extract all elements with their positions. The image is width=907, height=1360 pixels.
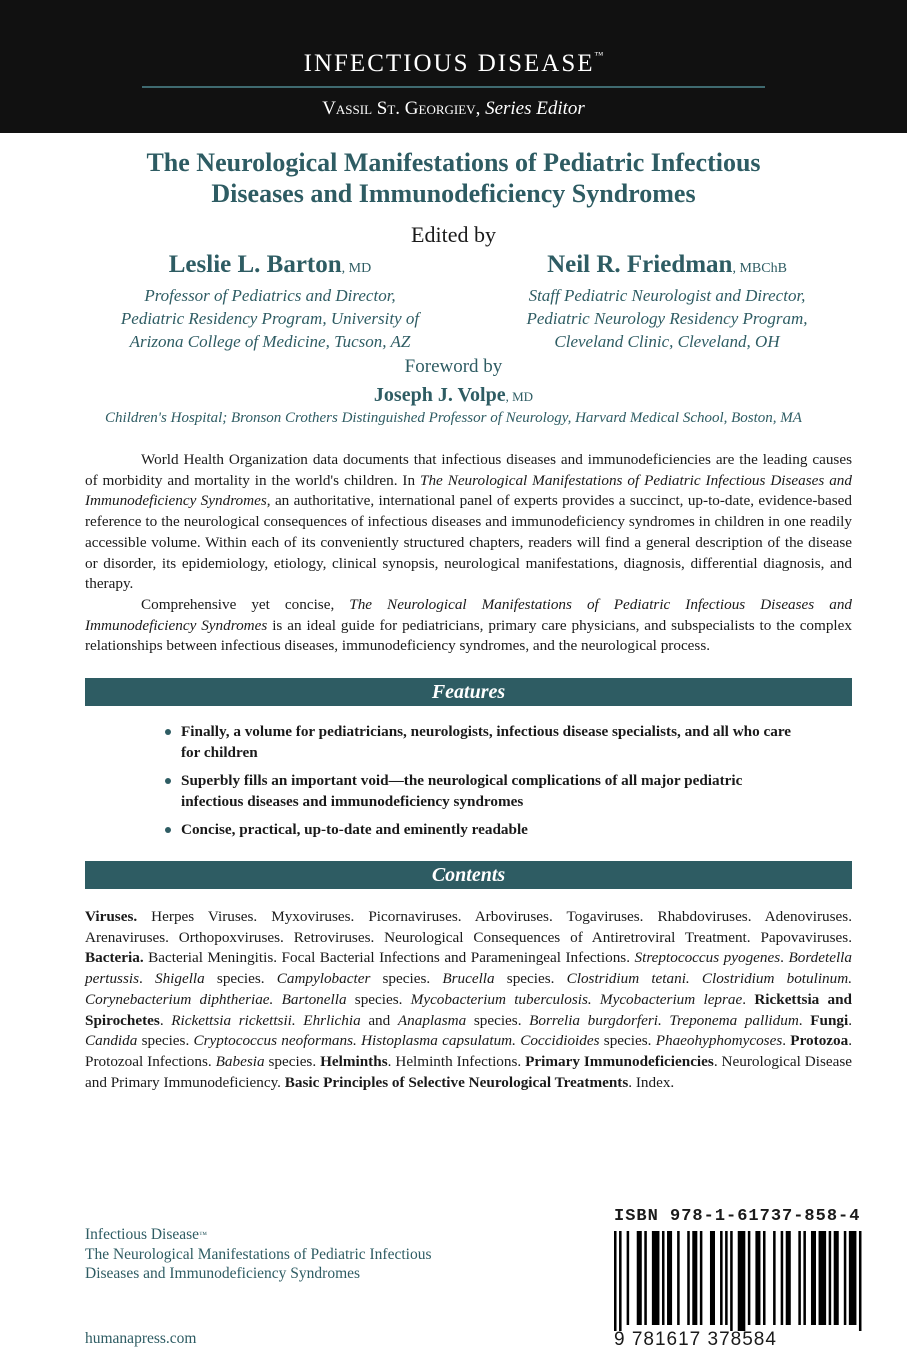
barcode-bar <box>738 1231 746 1331</box>
contents-segment: . Protozoal Infections. <box>85 1032 853 1070</box>
contents-segment: species. <box>264 1052 321 1070</box>
contents-segment: Mycobacterium tuberculosis. Mycobacterium leprae <box>410 990 743 1008</box>
description-book-title: The Neurological Manifestations of Pediatric Infectious Diseases and Immunodeficiency Syndromes <box>85 471 852 510</box>
book-description <box>85 450 852 657</box>
barcode-bar <box>819 1231 827 1325</box>
barcode-bar <box>700 1231 703 1325</box>
contents-segment: Cryptococcus neoformans. Histoplasma capsulatum. Coccidioides <box>193 1032 600 1050</box>
contents-segment: Bacteria. <box>85 949 144 967</box>
contents-segment: species. <box>599 1032 656 1050</box>
editor-name-text: Neil R. Friedman <box>547 251 733 278</box>
barcode-bar <box>755 1231 760 1325</box>
barcode-bar <box>748 1231 751 1325</box>
barcode-bar <box>786 1231 791 1325</box>
editor-degree: , MBChB <box>732 261 787 276</box>
publisher-url: humanapress.com <box>85 1330 197 1347</box>
barcode-bar <box>781 1231 784 1325</box>
contents-segment: species. <box>137 1032 194 1050</box>
contents-segment: Candida <box>85 1032 138 1050</box>
editor-block <box>487 250 847 353</box>
barcode-bar <box>667 1231 672 1325</box>
contents-segment: and <box>360 1011 398 1029</box>
editor-affiliation-line: Staff Pediatric Neurologist and Director, <box>528 286 806 305</box>
barcode-bar <box>829 1231 832 1325</box>
barcode-bar <box>859 1231 862 1331</box>
barcode-bar <box>773 1231 776 1325</box>
contents-segment: . <box>848 1011 852 1029</box>
footer-series-line <box>85 1225 432 1245</box>
barcode-digits: 9 781617 378584 <box>614 1329 777 1350</box>
contents-segment: Rickettsia rickettsii. Ehrlichia <box>171 1011 361 1029</box>
contents-segment: . <box>780 949 789 967</box>
contents-segment: Brucella <box>442 970 495 988</box>
contents-segment: Basic Principles of Selective Neurological Treatments <box>284 1073 629 1091</box>
editor-affiliation-line: Arizona College of Medicine, Tucson, AZ <box>129 332 411 351</box>
contents-heading: Contents <box>85 861 852 889</box>
barcode-bar <box>803 1231 806 1325</box>
feature-item: Finally, a volume for pediatricians, neurologists, infectious disease specialists, and all who care for children <box>160 721 800 763</box>
contents-segment: . <box>139 970 155 988</box>
barcode-bar <box>725 1231 728 1325</box>
series-editor-sep: , <box>475 98 486 119</box>
contents-segment: Borrelia burgdorferi. Treponema pallidum <box>529 1011 799 1029</box>
barcode-bar <box>763 1231 766 1325</box>
contents-segment: Helminths <box>320 1052 388 1070</box>
contents-list <box>85 907 852 1093</box>
contents-segment: species. <box>370 970 443 988</box>
barcode-bar <box>687 1231 690 1325</box>
contents-segment: . <box>159 1011 172 1029</box>
footer-title-line: The Neurological Manifestations of Pediatric Infectious <box>85 1245 432 1263</box>
contents-segment: Phaeohyphomycoses <box>655 1032 783 1050</box>
barcode-bar <box>619 1231 622 1331</box>
isbn-barcode <box>606 1205 868 1360</box>
barcode-bar <box>834 1231 839 1325</box>
series-trademark: ™ <box>594 50 604 60</box>
foreword-author-name: Joseph J. Volpe <box>373 384 506 406</box>
footer-trademark: ™ <box>199 1230 207 1239</box>
footer-title-line: Diseases and Immunodeficiency Syndromes <box>85 1265 361 1282</box>
editor-degree: , MD <box>341 261 372 276</box>
banner-divider <box>142 86 765 88</box>
contents-segment: species. <box>204 970 277 988</box>
contents-segment: Anaplasma <box>397 1011 467 1029</box>
contents-segment: Shigella <box>154 970 205 988</box>
editor-affiliation-line: Pediatric Residency Program, University of <box>120 309 420 328</box>
feature-item: Concise, practical, up-to-date and eminently readable <box>160 819 800 840</box>
barcode-bar <box>652 1231 660 1325</box>
editor-affiliation-line: Pediatric Neurology Residency Program, <box>526 309 808 328</box>
series-editor-name: Vassil St. Georgiev <box>322 98 476 119</box>
editor-name <box>90 250 450 284</box>
editor-affiliation-line: Cleveland Clinic, Cleveland, OH <box>554 332 780 351</box>
isbn-label: ISBN 978-1-61737-858-4 <box>614 1207 861 1226</box>
barcode-bar <box>720 1231 723 1325</box>
contents-segment: . <box>798 1011 811 1029</box>
edited-by-label: Edited by <box>411 222 496 247</box>
barcode-bar <box>844 1231 847 1325</box>
editor-affiliation-line: Professor of Pediatrics and Director, <box>144 286 396 305</box>
footer-series-info <box>85 1225 432 1284</box>
series-editor-role: Series Editor <box>485 98 585 119</box>
contents-segment: Streptococcus pyogenes <box>634 949 781 967</box>
contents-segment: . Index. <box>628 1073 675 1091</box>
description-paragraph <box>85 450 852 595</box>
features-heading: Features <box>85 678 852 706</box>
foreword-label: Foreword by <box>404 356 503 377</box>
editor-block <box>90 250 450 353</box>
footer-series-name: Infectious Disease <box>85 1226 200 1243</box>
description-text: is an ideal guide for pediatricians, primary care physicians, and subspecialists to the complex relationships between infectious diseases, immunodeficiency syndromes, and the neurological process. <box>85 616 852 655</box>
barcode-bars <box>614 1231 864 1331</box>
book-title <box>40 147 867 209</box>
series-editor <box>0 98 907 120</box>
description-text: , an authoritative, international panel of experts provides a succinct, up-to-date, evidence-based reference to the neurological consequences of infectious diseases and immunodeficiency syndromes in children in one readily accessible volume. Within each of its conveniently structured chapters, readers will find a general description of the disease or disorder, its epidemiology, etiology, clinical synopsis, neurological manifestations, diagnosis, differential diagnosis, and therapy. <box>85 492 852 593</box>
contents-segment: Herpes Viruses. Myxoviruses. Picornaviruses. Arboviruses. Togaviruses. Rhabdoviruses. Adenoviruses. Arenaviruses. Orthopoxviruses. Retroviruses. Neurological Consequences of Antiretroviral Treatment. Papovaviruses. <box>85 908 852 946</box>
contents-segment: Primary Immunodeficiencies <box>525 1052 714 1070</box>
description-paragraph <box>85 595 852 657</box>
contents-segment: Bacterial Meningitis. Focal Bacterial Infections and Parameningeal Infections. <box>143 949 635 967</box>
editor-name <box>487 250 847 284</box>
contents-segment: Rickettsia and Spirochetes <box>85 990 852 1029</box>
contents-segment: Bordetella pertussis <box>85 949 852 988</box>
barcode-bar <box>644 1231 647 1325</box>
foreword-affiliation: Children's Hospital; Bronson Crothers Distinguished Professor of Neurology, Harvard Medical School, Boston, MA <box>105 410 802 426</box>
barcode-bar <box>614 1231 617 1331</box>
contents-segment: . Neurological Disease and Primary Immunodeficiency. <box>85 1052 853 1091</box>
foreword-author-degree: , MD <box>505 389 534 404</box>
barcode-bar <box>662 1231 665 1325</box>
features-list <box>160 721 800 847</box>
barcode-bar <box>811 1231 816 1325</box>
foreword-author <box>0 384 907 407</box>
book-title-line: The Neurological Manifestations of Pediatric Infectious <box>146 148 761 177</box>
book-title-line: Diseases and Immunodeficiency Syndromes <box>211 179 696 208</box>
barcode-bar <box>710 1231 715 1325</box>
barcode-bar <box>637 1231 642 1325</box>
series-name: INFECTIOUS DISEASE <box>303 50 595 77</box>
barcode-bar <box>677 1231 680 1325</box>
contents-segment: . <box>782 1032 791 1050</box>
description-text: World Health Organization data documents that infectious diseases and immunodeficiencies are the leading causes of morbidity and mortality in the world's children. In <box>85 451 852 489</box>
contents-segment: Babesia <box>215 1052 265 1070</box>
barcode-bar <box>627 1231 630 1325</box>
barcode-bar <box>730 1231 733 1331</box>
contents-segment: species. <box>494 970 567 988</box>
contents-segment: Campylobacter <box>276 970 371 988</box>
contents-segment: . <box>742 990 755 1008</box>
contents-segment: species. <box>346 990 411 1008</box>
contents-segment: Viruses. <box>85 908 138 925</box>
description-book-title: The Neurological Manifestations of Pediatric Infectious Diseases and Immunodeficiency Syndromes <box>85 595 853 634</box>
contents-segment: Clostridium tetani. Clostridium botulinum. Corynebacterium diphtheriae. Bartonella <box>85 970 852 1008</box>
contents-segment: Fungi <box>810 1011 849 1029</box>
barcode-bar <box>849 1231 857 1325</box>
editor-name-text: Leslie L. Barton <box>168 251 342 278</box>
contents-segment: species. <box>466 1011 530 1029</box>
contents-segment: Protozoa <box>790 1032 849 1050</box>
barcode-bar <box>798 1231 801 1325</box>
feature-item: Superbly fills an important void—the neurological complications of all major pediatric infectious diseases and immunodeficiency syndromes <box>160 770 800 812</box>
series-title <box>0 50 907 78</box>
description-text: Comprehensive yet concise, <box>141 595 350 613</box>
barcode-bar <box>692 1231 697 1325</box>
series-banner <box>0 0 907 133</box>
contents-segment: . Helminth Infections. <box>387 1052 526 1070</box>
